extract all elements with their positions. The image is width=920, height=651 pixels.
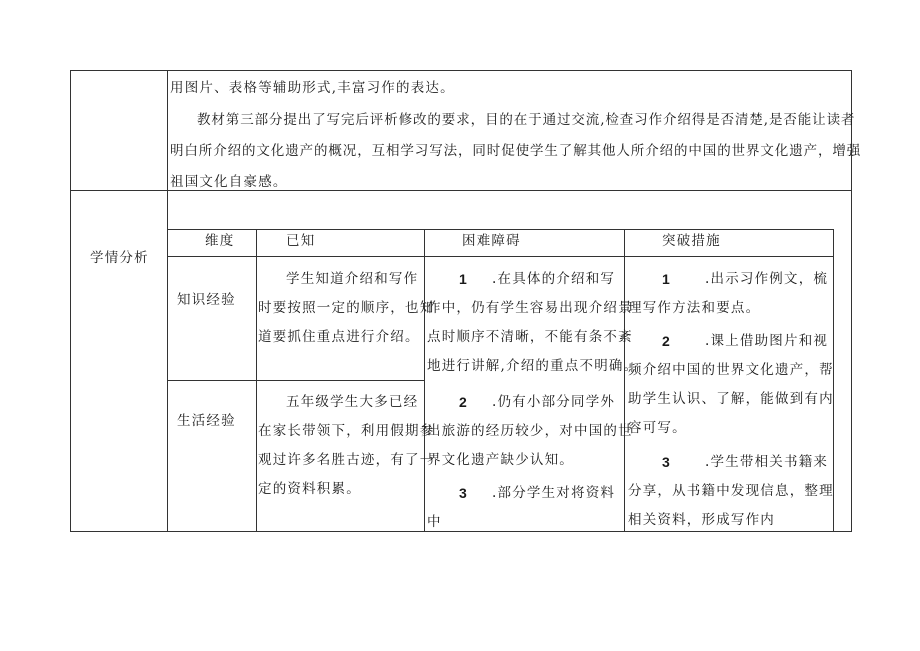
known-life-line: 定的资料积累。	[258, 481, 361, 497]
section-label: 学情分析	[90, 250, 149, 266]
outer-border-left	[70, 70, 71, 532]
difficulty-item3-line: 中	[427, 514, 442, 530]
difficulty-item3-line: .部分学生对将资料	[492, 485, 616, 501]
difficulty-item1-line: .在具体的介绍和写	[492, 271, 616, 287]
measures-item1-number: 1	[662, 271, 670, 287]
measures-item3-line: 分享，从书籍中发现信息，整理	[628, 483, 834, 499]
measures-item1-line: .出示习作例文，梳	[705, 271, 829, 287]
difficulty-item2-line: .仍有小部分同学外	[492, 394, 616, 410]
inner-table-top	[167, 229, 834, 230]
known-life-line: 观过许多名胜古迹，有了一	[258, 452, 435, 468]
header-measures: 突破措施	[662, 233, 721, 249]
inner-row-divider	[167, 380, 257, 381]
intro-paragraph-line-2: 明白所介绍的文化遗产的概况，互相学习写法，同时促使学生了解其他人所介绍的中国的世界文化遗产，增强	[170, 143, 862, 159]
header-known: 已知	[286, 233, 316, 249]
outer-border-right	[851, 70, 852, 532]
difficulty-item1-line: 点时顺序不清晰，不能有条不紊	[427, 329, 633, 345]
measures-item2-line: 容可写。	[628, 420, 687, 436]
difficulty-item1-line: 地进行讲解,介绍的重点不明确。	[427, 358, 639, 374]
inner-col-divider-3	[624, 229, 625, 532]
inner-header-bottom	[167, 256, 834, 257]
measures-item3-line: 相关资料，形成写作内	[628, 512, 775, 528]
difficulty-item2-line: 出旅游的经历较少，对中国的世	[427, 423, 633, 439]
known-life-line: 五年级学生大多已经	[286, 394, 419, 410]
difficulty-item1-number: 1	[459, 271, 467, 287]
inner-row-divider-known	[256, 380, 425, 381]
header-dimension: 维度	[205, 233, 235, 249]
row-dimension-knowledge: 知识经验	[177, 292, 236, 308]
intro-paragraph-line-3: 祖国文化自豪感。	[170, 174, 288, 190]
row-dimension-life: 生活经验	[177, 413, 236, 429]
known-knowledge-line: 道要抓住重点进行介绍。	[258, 329, 420, 345]
difficulty-item3-number: 3	[459, 485, 467, 501]
measures-item2-number: 2	[662, 333, 670, 349]
label-column-divider	[167, 70, 168, 532]
difficulty-item2-line: 界文化遗产缺少认知。	[427, 452, 574, 468]
difficulty-item1-line: 作中，仍有学生容易出现介绍景	[427, 300, 633, 316]
measures-item2-line: 助学生认识、了解，能做到有内	[628, 391, 834, 407]
known-knowledge-line: 时要按照一定的顺序，也知	[258, 300, 435, 316]
intro-paragraph-line-1: 教材第三部分提出了写完后评析修改的要求，目的在于通过交流,检查习作介绍得是否清楚,是否能让读者	[197, 112, 856, 128]
measures-item1-line: 理写作方法和要点。	[628, 300, 761, 316]
measures-item2-line: .课上借助图片和视	[705, 333, 829, 349]
header-difficulty: 困难障碍	[462, 233, 521, 249]
known-knowledge-line: 学生知道介绍和写作	[286, 271, 419, 287]
measures-item3-number: 3	[662, 454, 670, 470]
outer-border-top	[70, 70, 852, 71]
known-life-line: 在家长带领下，利用假期参	[258, 423, 435, 439]
measures-item2-line: 频介绍中国的世界文化遗产，帮	[628, 362, 834, 378]
intro-line-1: 用图片、表格等辅助形式,丰富习作的表达。	[170, 80, 455, 96]
difficulty-item2-number: 2	[459, 394, 467, 410]
measures-item3-line: .学生带相关书籍来	[705, 454, 829, 470]
outer-border-bottom	[70, 531, 852, 532]
